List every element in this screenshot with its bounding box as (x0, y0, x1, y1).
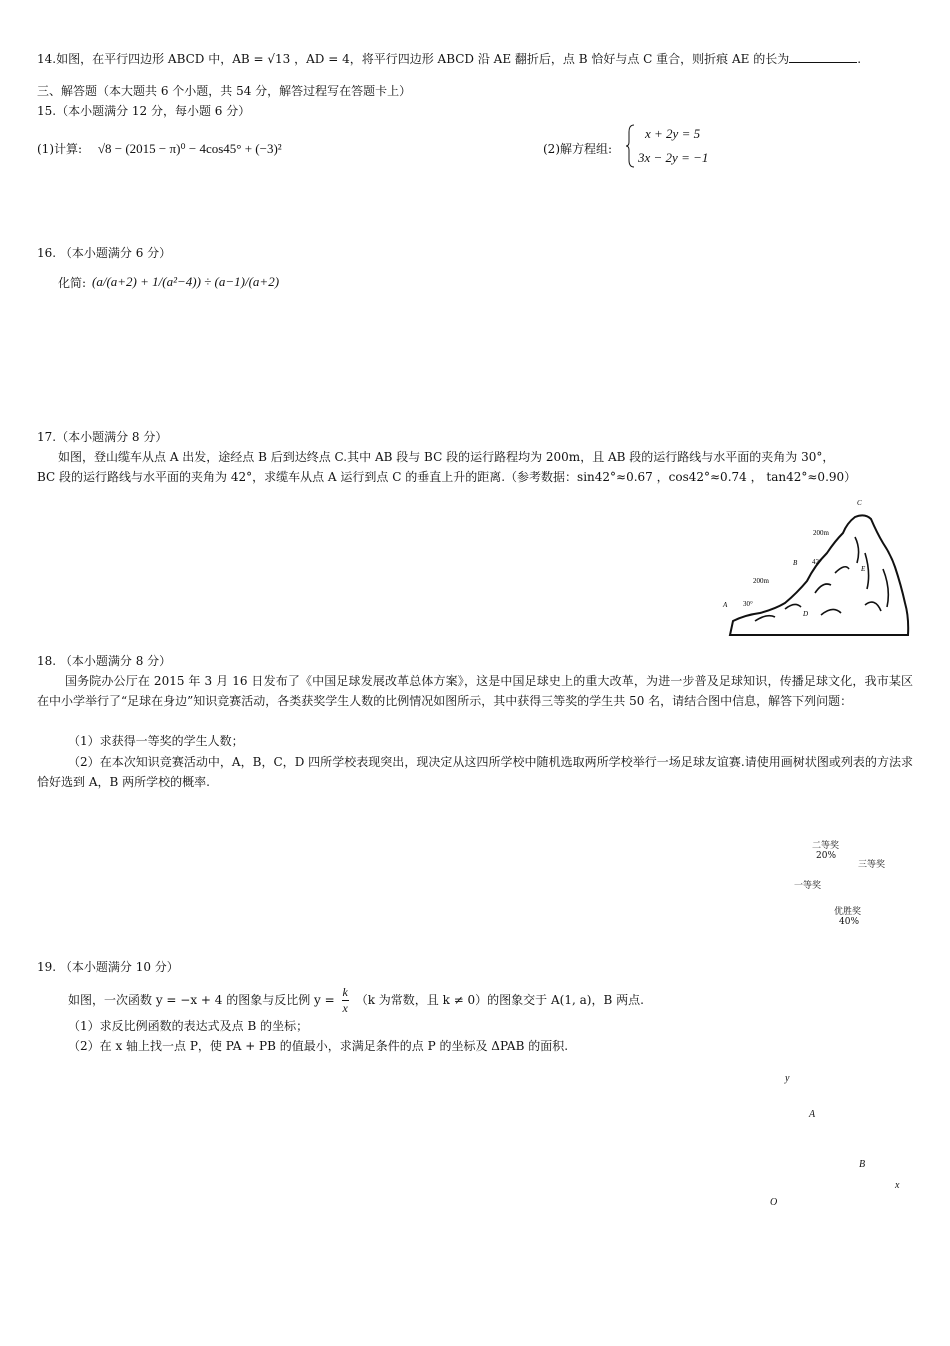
q19-line1 (68, 985, 644, 1016)
q17-line2: BC 段的运行路线与水平面的夹角为 42°，求缆车从点 A 运行到点 C 的垂直上升的距离.（参考数据：sin42°≈0.67 ，cos42°≈0.74 ， tan42°≈0.90） (37, 470, 857, 484)
q18-sub1: （1）求获得一等奖的学生人数； (68, 734, 244, 748)
angle-a-label: 30° (743, 600, 753, 608)
ab-length-label: 200m (753, 577, 769, 585)
fraction-numerator: k (342, 985, 348, 999)
coord-y-label: y (785, 1073, 790, 1084)
angle-b-label: 42° (812, 558, 822, 566)
point-d-label: D (803, 610, 809, 618)
q15-equation-1: x + 2y = 5 (645, 126, 701, 141)
pie-pct-second: 20% (816, 851, 837, 861)
q14-body: 14.如图，在平行四边形 ABCD 中，AB = √13 ，AD = 4，将平行四边形 ABCD 沿 AE 翻折后，点 B 恰好与点 C 重合，则折痕 AE 的长为 (37, 52, 790, 66)
point-e-label: E (861, 565, 866, 573)
q19-heading: 19. （本小题满分 10 分） (37, 960, 179, 974)
q19-line1-part-b: （k 为常数，且 k ≠ 0）的图象交于 A(1, a)，B 两点. (355, 993, 644, 1007)
pie-pct-excellent: 40% (839, 917, 860, 927)
coord-origin-label: O (770, 1197, 778, 1208)
q16-expression: (a/(a+2) + 1/(a²−4)) ÷ (a−1)/(a+2) (92, 274, 280, 289)
coord-x-label: x (895, 1180, 900, 1191)
q14-answer-blank (789, 50, 857, 63)
coord-point-b-label: B (859, 1159, 866, 1170)
q15-part2-label: (2)解方程组: (543, 142, 613, 156)
system-brace (626, 124, 636, 168)
q15-heading: 15.（本小题满分 12 分，每小题 6 分） (37, 104, 251, 118)
q19-line1-part-a: 如图，一次函数 y = −x + 4 的图象与反比例 y = (68, 993, 335, 1007)
q19-fraction-k-over-x (342, 985, 349, 1016)
q15-part1 (37, 140, 282, 157)
q17-line1: 如图，登山缆车从点 A 出发，途经点 B 后到达终点 C.其中 AB 段与 BC 段的运行路程均为 200m，且 AB 段的运行路线与水平面的夹角为 30°， (58, 450, 835, 464)
pie-label-first: 一等奖 (794, 881, 822, 891)
section3-heading: 三、解答题（本大题共 6 个小题，共 54 分，解答过程写在答题卡上） (37, 84, 412, 98)
pie-label-second: 二等奖 (812, 841, 840, 851)
pie-label-excellent: 优胜奖 (834, 907, 862, 917)
point-a-label: A (723, 601, 728, 609)
point-b-label: B (793, 559, 798, 567)
q18-heading: 18. （本小题满分 8 分） (37, 654, 172, 668)
point-c-label: C (857, 499, 862, 507)
q19-sub2: （2）在 x 轴上找一点 P，使 PA + PB 的值最小，求满足条件的点 P 的坐标及 ΔPAB 的面积. (68, 1039, 569, 1053)
coord-point-a-label: A (809, 1109, 816, 1120)
q16-heading: 16. （本小题满分 6 分） (37, 246, 172, 260)
q18-sub2: （2）在本次知识竞赛活动中，A，B，C，D 四所学校表现突出，现决定从这四所学校中随机选取两所学校举行一场足球友谊赛.请使用画树状图或列表的方法求恰好选到 A，B 两所学校的概率. (37, 755, 913, 789)
q17-heading: 17.（本小题满分 8 分） (37, 430, 168, 444)
fraction-denominator: x (342, 1001, 348, 1015)
q15-equation-2: 3x − 2y = −1 (638, 150, 709, 165)
q19-sub1: （1）求反比例函数的表达式及点 B 的坐标； (68, 1019, 309, 1033)
q15-part1-expression: √8 − (2015 − π)⁰ − 4cos45° + (−3)² (97, 141, 282, 156)
pie-label-third: 三等奖 (858, 860, 886, 870)
bc-length-label: 200m (813, 529, 829, 537)
mountain-figure (715, 493, 915, 643)
q14-text: 14.如图，在平行四边形 ABCD 中，AB = √13 ，AD = 4，将平行四边形 ABCD 沿 AE 翻折后，点 B 恰好与点 C 重合，则折痕 AE 的长为 . (37, 52, 862, 66)
q18-paragraph: 国务院办公厅在 2015 年 3 月 16 日发布了《中国足球发展改革总体方案》，这是中国足球史上的重大改革，为进一步普及足球知识，传播足球文化，我市某区在中小学举行了“足球在身边”知识竞赛活动，各类获奖学生人数的比例情况如图所示，其中获得三等奖的学生共 50 名，请结合图中信息，解答下列问题： (37, 674, 913, 708)
q16-label: 化简: (58, 276, 87, 290)
q15-part1-label: (1)计算: (37, 142, 83, 156)
